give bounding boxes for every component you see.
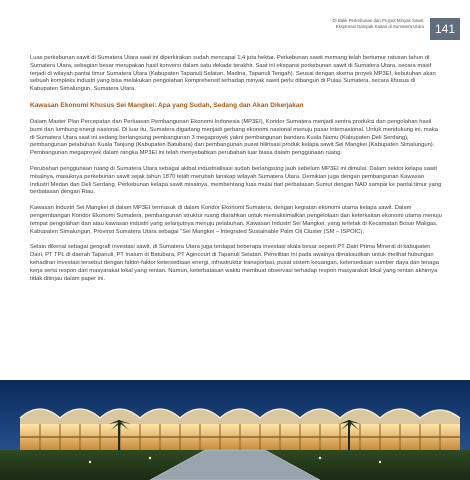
section-paragraph-4: Selain dikenal sebagai geografi investasi sawit, di Sumatera Utara juga terdapat beberapa investasi skala besar seperti PT Dairi Prima Mineral di kabupaten Dairi, PT TPL di daerah Tapanuli, PT Inalum di Batubara, PT Agincourt di Tapanuli Selatan. Penelitian ini pada awalnya dimaksudkan untuk melihat hubungan kehadiran investasi tersebut dengan faktor-faktor ketersediaan energi, infrastruktur transportasi, pusat sistem keuangan, ketersediaan sumber daya dan tenaga kerja serta respon dari masyarakat lokal yang rentan. Namun, keterbatasan waktu membuat observasi terhadap respon masyarakat lokal yang rentan akhirnya tidak ditinjau dalam paper ini. <box>30 244 439 282</box>
running-header <box>204 18 424 30</box>
section-paragraph-3: Kawasan Industri Sei Mangkei di dalam MP3EI termasuk di dalam Koridor Ekonomi Sumatera, dengan kegiatan ekonomi utama kelapa sawit. Dalam pengembangan Koridor Ekonomi Sumatera, pembangunan struktur ruang diarahkan untuk memaksimalkan pengelolaan dan keterkaitan ekonomi utama menuju tempat pengolahan dan atau kawasan industri yang selanjutnya menuju pelabuhan. Kawasan Industri Sei Mangkei, yang terletak di Kecamatan Bosar Maligas, Kabupaten Simalungun, Provinsi Sumatera Utara sebagai "Sei Mangkei – Integrated Sustainable Palm Oil Cluster (SM – ISPOIC). <box>30 205 442 235</box>
section-heading: Kawasan Ekonomi Khusus Sei Mangkei: Apa yang Sudah, Sedang dan Akan Dikerjakan <box>30 101 304 109</box>
page-number: 141 <box>430 18 460 40</box>
airport-terminal-photo <box>0 380 470 480</box>
section-paragraph-1: Dalam Master Plan Percepatan dan Perluasan Pembangunan Ekonomi Indonesia (MP3EI), Koridor Sumatera menjadi sentra produksi dan pengolahan hasil bumi dan lumbung energi nasional. Di luar itu, Sumatera digadang menjadi gerbang ekonomi nasional menuju pasar internasional. Untuk mendukung ini, maka di Sumatera Utara saat ini sedang berlangsung pembangunan 3 megaproyek yakni pembangunan bandara Kuala Namu (Kabupaten Deli Serdang), pembangunan pelabuhan Kuala Tanjung (Kabupaten Batubara) dan pembangunan pusat hilirisasi produk kelapa sawit Sei Mangkei (Kabupaten Simalungun). Pembangunan megaproyek dalam rangka MP3EI ini telah menyebabkan perubahan luar biasa dalam penggunaan ruang. <box>30 118 438 157</box>
running-header-line-1: Di Balik Perkebunan dan Proyek Minyak Sawit: <box>332 18 424 23</box>
intro-paragraph: Luas perkebunan sawit di Sumatera Utara saat ini diperkirakan sudah mencapai 1,4 juta hektar. Perkebunan sawit memang telah bertumur ratusan tahun di Sumatera Utara, sebagian besar merupakan hasil konversi dalam satu dekade terakhir. Saat ini ekspansi perkebunan sawit di Sumatera Utara, secara masif terjadi di wilayah pantai timur Sumatera Utara (Kabupaten Tapanuli Selatan, Madina, Tapanuli Tengah). Seusai dengan skema proyek MP3EI, kebutuhan akan sebuah kompleks industri yang bisa melakukan pengolahan komprehensif terhadap minyak sawit perlu dibangun di Pulau Sumatera, secara khusus di Kabupaten Simalungun, Sumatera Utara. <box>30 55 436 93</box>
article-body <box>30 55 442 291</box>
section-paragraph-2: Perubahan penggunaan ruang di Sumatera Utara sebagai akibat industrialisasi sudah berlangsung jauh sebelum MP3EI ini dimulai. Dalam sektor kelapa sawit misalnya, masuknya perkebunan sawit sejak tahun 1870 telah merubah lanskap wilayah Sumatera Utara. Demikian juga dengan pembangunan Kawasan Industri Medan dan Deli Serdang. Perkebunan kelapa sawit misalnya, membentang luas mulai dari perbatasan Sumut dengan NAD sampai ke pantai timur yang berbatasan dengan Riau. <box>30 165 442 196</box>
running-header-line-2: Eksplorasi Dampak Kaitan di Sumatera Utara <box>335 24 424 29</box>
